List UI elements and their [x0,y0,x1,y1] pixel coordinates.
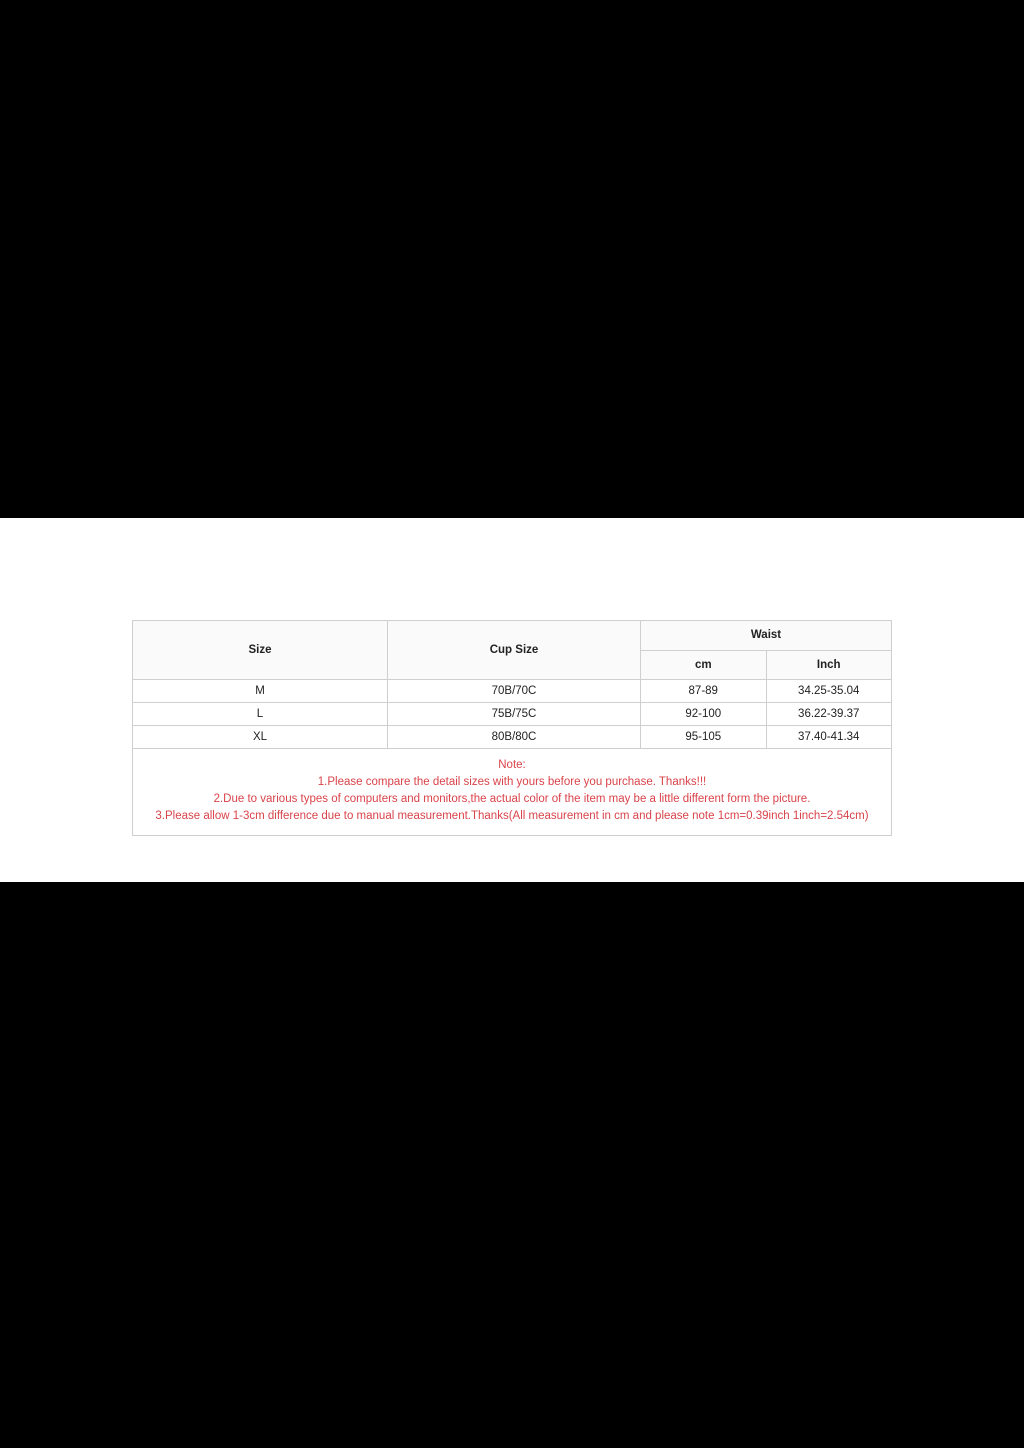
cell-waist-cm: 95-105 [641,726,767,749]
cell-cup: 80B/80C [388,726,641,749]
header-waist-inch: Inch [766,650,892,680]
table-row [133,726,892,749]
cell-waist-cm: 87-89 [641,680,767,703]
cell-waist-cm: 92-100 [641,703,767,726]
header-waist: Waist [641,621,892,651]
cell-waist-inch: 36.22-39.37 [766,703,892,726]
note-title: Note: [498,759,526,771]
header-cup-size: Cup Size [388,621,641,680]
cell-size: L [133,703,388,726]
size-chart-table [132,620,892,749]
cell-cup: 75B/75C [388,703,641,726]
size-chart-sheet [132,620,892,836]
header-size: Size [133,621,388,680]
note-line-1: 1.Please compare the detail sizes with yours before you purchase. Thanks!!! [317,776,707,788]
cell-size: M [133,680,388,703]
cell-size: XL [133,726,388,749]
note-box [132,749,892,836]
cell-waist-inch: 37.40-41.34 [766,726,892,749]
cell-waist-inch: 34.25-35.04 [766,680,892,703]
table-header-row [133,621,892,651]
note-line-2: 2.Due to various types of computers and monitors,the actual color of the item may be a little different form the picture. [213,793,811,805]
cell-cup: 70B/70C [388,680,641,703]
table-row [133,680,892,703]
table-row [133,703,892,726]
note-line-3: 3.Please allow 1-3cm difference due to manual measurement.Thanks(All measurement in cm and please note 1cm=0.39inch 1inch=2.54cm) [155,810,869,822]
header-waist-cm: cm [641,650,767,680]
